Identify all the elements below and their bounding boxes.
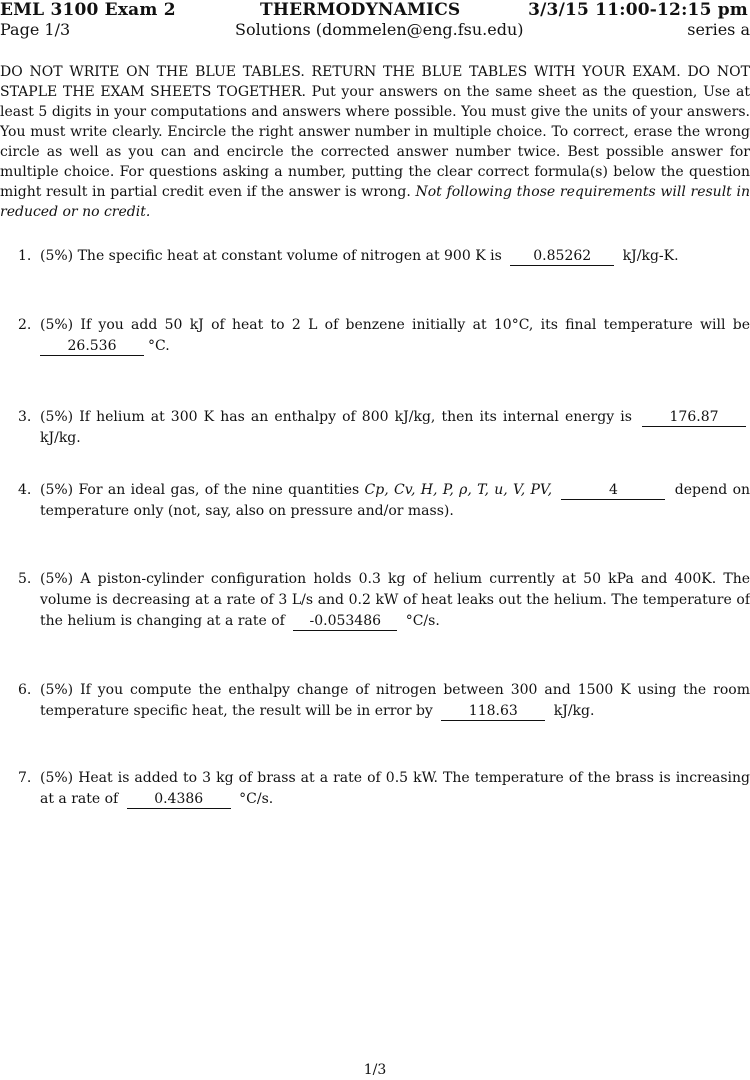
answer-units: °C/s. (239, 791, 274, 807)
answer-blank: 26.536 (40, 337, 144, 356)
question-4 (18, 480, 750, 522)
question-text: (5%) The specific heat at constant volume of nitrogen at 900 K is (40, 248, 502, 264)
instructions-text: DO NOT WRITE ON THE BLUE TABLES. RETURN THE BLUE TABLES WITH YOUR EXAM. DO NOT STAPLE THE EXAM SHEETS TOGETHER. Put your answers on the same sheet as the question, Use at least 5 digits in your computations and answers where possible. You must give the units of your answers. You must write clearly. Encircle the right answer number in multiple choice. To correct, erase the wrong circle as well as you can and encircle the corrected answer number twice. Best possible answer for multiple choice. For questions asking a number, putting the clear correct formula(s) below the question might result in partial credit even if the answer is wrong. (0, 64, 750, 200)
page-label: Page 1/3 (0, 20, 71, 39)
question-3 (18, 407, 750, 449)
instructions (0, 62, 750, 222)
question-7 (18, 768, 750, 810)
question-text: (5%) If helium at 300 K has an enthalpy of 800 kJ/kg, then its internal energy is (40, 409, 632, 425)
question-number: 4. (18, 482, 32, 498)
header-row-2 (0, 20, 750, 40)
answer-units: kJ/kg-K. (622, 248, 679, 264)
question-6 (18, 680, 750, 722)
answer-units: kJ/kg. (40, 430, 81, 446)
question-number: 7. (18, 770, 32, 786)
exam-datetime: 3/3/15 11:00-12:15 pm (528, 0, 748, 20)
answer-blank: 176.87 (642, 408, 746, 427)
answer-units: °C. (148, 338, 170, 354)
solutions-contact: Solutions (dommelen@eng.fsu.edu) (235, 20, 524, 39)
question-2 (18, 315, 750, 357)
course-title: EML 3100 Exam 2 (0, 0, 176, 20)
subject-title: THERMODYNAMICS (260, 0, 461, 20)
answer-blank: 118.63 (441, 702, 545, 721)
question-text-continued: depend on temperature only (not, say, also on pressure and/or mass). (40, 482, 750, 519)
answer-blank: 0.85262 (510, 247, 614, 266)
question-text: (5%) Heat is added to 3 kg of brass at a rate of 0.5 kW. The temperature of the brass is increasing at a rate of (40, 770, 750, 807)
series-label: series a (687, 20, 750, 39)
quantities-list: Cp, Cv, H, P, ρ, T, u, V, PV, (364, 482, 553, 498)
answer-blank: 4 (561, 481, 665, 500)
question-number: 6. (18, 682, 32, 698)
question-text: (5%) If you add 50 kJ of heat to 2 L of benzene initially at 10°C, its final temperature will be (40, 317, 750, 333)
question-number: 3. (18, 409, 32, 425)
question-5 (18, 569, 750, 632)
instructions-emphasis: Not following those requirements will result in reduced or no credit. (0, 184, 750, 220)
question-1 (18, 246, 750, 267)
answer-units: kJ/kg. (553, 703, 595, 719)
question-text: (5%) If you compute the enthalpy change of nitrogen between 300 and 1500 K using the room temperature specific heat, the result will be in error by (40, 682, 750, 719)
answer-units: °C/s. (405, 613, 440, 629)
answer-blank: 0.4386 (127, 790, 231, 809)
question-text: (5%) A piston-cylinder configuration holds 0.3 kg of helium currently at 50 kPa and 400K. The volume is decreasing at a rate of 3 L/s and 0.2 kW of heat leaks out the helium. The temperature of the helium is changing at a rate of (40, 571, 750, 629)
question-text: (5%) For an ideal gas, of the nine quantities (40, 482, 360, 498)
question-number: 5. (18, 571, 32, 587)
page-number: 1/3 (363, 1062, 387, 1078)
answer-blank: -0.053486 (293, 612, 397, 631)
question-number: 1. (18, 248, 32, 264)
question-number: 2. (18, 317, 32, 333)
header-row-1 (0, 0, 750, 20)
